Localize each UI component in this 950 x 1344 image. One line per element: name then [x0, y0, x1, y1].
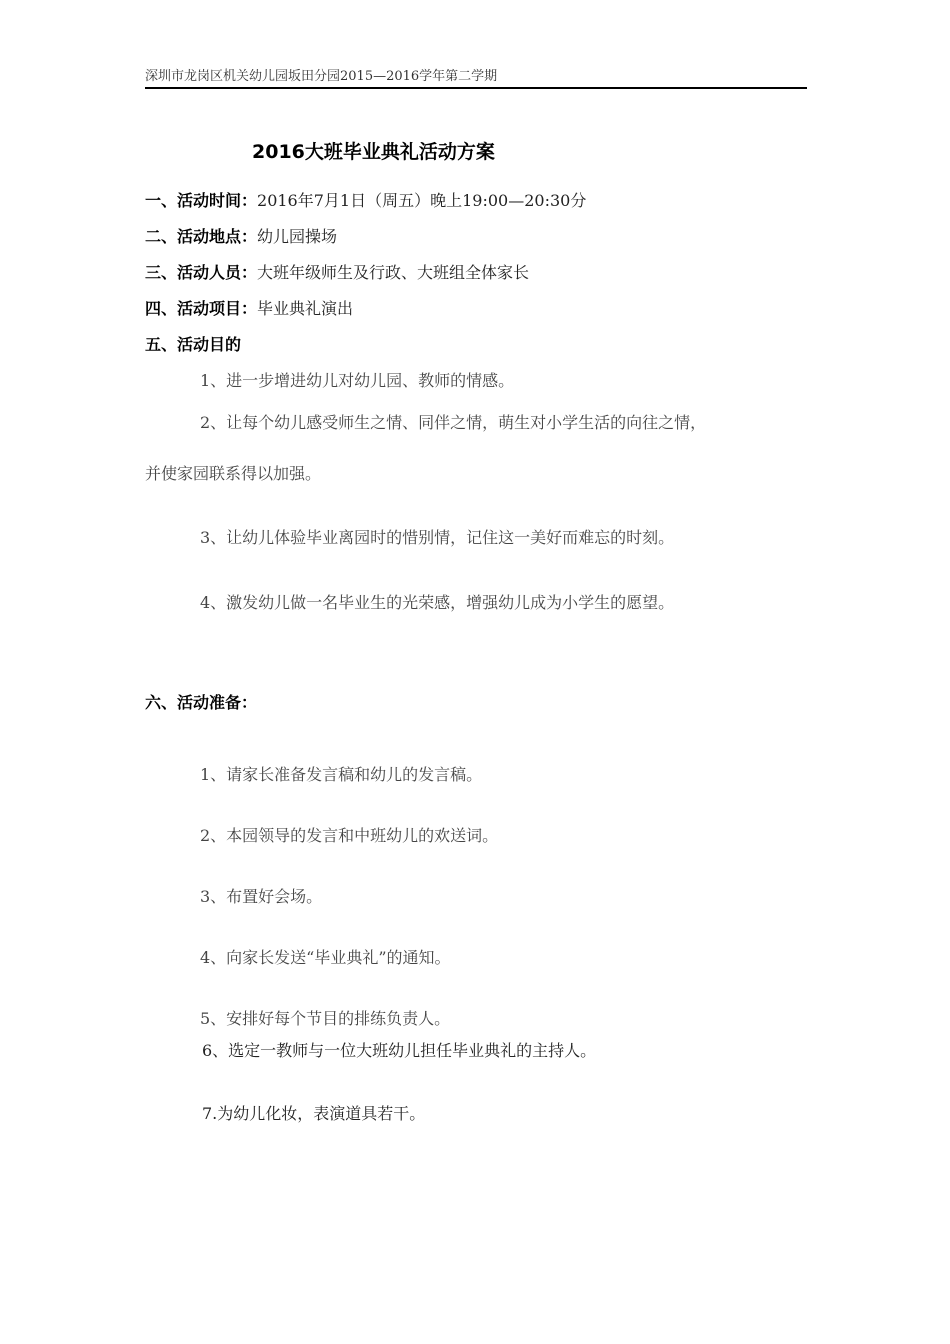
- info-program: [145, 298, 353, 320]
- goal-item: 2、让每个幼儿感受师生之情、同伴之情，萌生对小学生活的向往之情，: [200, 413, 707, 432]
- goal-item: 3、让幼儿体验毕业离园时的惜别情，记住这一美好而难忘的时刻。: [200, 528, 675, 547]
- section-prep-heading: [145, 692, 257, 714]
- info-value: 幼儿园操场: [257, 227, 338, 246]
- prep-item: 1、请家长准备发言稿和幼儿的发言稿。: [200, 765, 483, 784]
- info-label: 五、活动目的: [145, 335, 242, 354]
- info-time: [145, 190, 586, 212]
- info-participants: [145, 262, 529, 284]
- info-value: 毕业典礼演出: [257, 299, 354, 318]
- goal-item: 1、进一步增进幼儿对幼儿园、教师的情感。: [200, 371, 515, 390]
- info-label: 四、活动项目：: [145, 299, 258, 318]
- header-divider: [145, 87, 807, 89]
- info-label: 二、活动地点：: [145, 227, 258, 246]
- page-header: 深圳市龙岗区机关幼儿园坂田分园2015—2016学年第二学期: [145, 69, 498, 84]
- prep-item: 7.为幼儿化妆，表演道具若干。: [202, 1104, 426, 1123]
- info-value: 2016年7月1日（周五）晚上19:00—20:30分: [257, 191, 587, 210]
- section-heading: 六、活动准备：: [145, 693, 258, 712]
- prep-item: 5、安排好每个节目的排练负责人。: [200, 1009, 451, 1028]
- info-label: 三、活动人员：: [145, 263, 258, 282]
- goal-item-continuation: 并使家园联系得以加强。: [145, 464, 322, 483]
- info-value: 大班年级师生及行政、大班组全体家长: [257, 263, 530, 282]
- prep-item: 3、布置好会场。: [200, 887, 323, 906]
- prep-item: 2、本园领导的发言和中班幼儿的欢送词。: [200, 826, 499, 845]
- document-title: 2016大班毕业典礼活动方案: [252, 141, 495, 163]
- goal-item: 4、激发幼儿做一名毕业生的光荣感，增强幼儿成为小学生的愿望。: [200, 593, 675, 612]
- prep-item: 6、选定一教师与一位大班幼儿担任毕业典礼的主持人。: [202, 1041, 597, 1060]
- prep-item: 4、向家长发送“毕业典礼”的通知。: [200, 948, 451, 967]
- info-location: [145, 226, 337, 248]
- info-label: 一、活动时间：: [145, 191, 258, 210]
- section-goals-heading: [145, 334, 241, 356]
